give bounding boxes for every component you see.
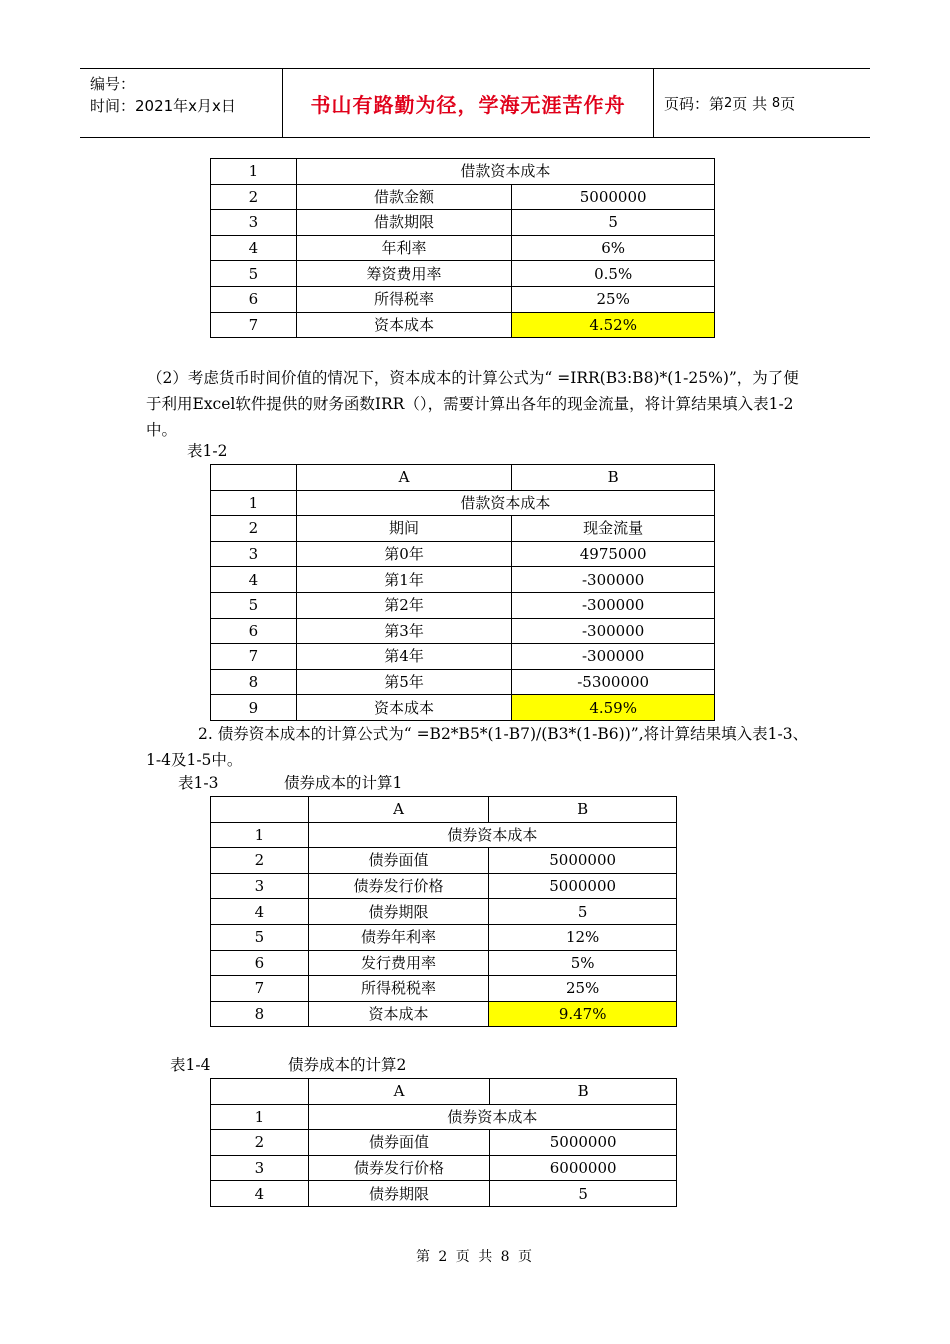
- row-number: 1: [211, 490, 297, 516]
- cell-a: 第3年: [296, 618, 512, 644]
- table-header-row: [211, 797, 677, 823]
- table-title: 债券资本成本: [308, 1104, 676, 1130]
- cell-a: 第0年: [296, 541, 512, 567]
- table-row: [211, 924, 677, 950]
- table-row: [211, 1155, 677, 1181]
- row-number: 2: [211, 1130, 309, 1156]
- cell-b: 5: [489, 899, 677, 925]
- cell-a: 债券期限: [308, 1181, 490, 1207]
- table-bond-cost-1: [210, 796, 677, 1027]
- row-number: 4: [211, 899, 309, 925]
- page-total: 8: [771, 95, 781, 111]
- table-row: [211, 159, 715, 185]
- table-row: [211, 950, 677, 976]
- cell-b: 5: [512, 210, 715, 236]
- row-number: 3: [211, 541, 297, 567]
- table-row: [211, 873, 677, 899]
- cell-b: 6%: [512, 235, 715, 261]
- cell-b: -300000: [512, 618, 715, 644]
- row-number: 3: [211, 210, 297, 236]
- highlighted-result: 4.59%: [512, 695, 715, 721]
- row-number: 3: [211, 873, 309, 899]
- table-row: [211, 1001, 677, 1027]
- table-row: [211, 286, 715, 312]
- row-number: 5: [211, 592, 297, 618]
- cell-b: 12%: [489, 924, 677, 950]
- table-title: 借款资本成本: [296, 490, 714, 516]
- corner-cell: [211, 1079, 309, 1105]
- row-number: 8: [211, 669, 297, 695]
- cell-b: 5000000: [512, 184, 715, 210]
- page-suffix: 页: [780, 94, 796, 113]
- page-prefix: 页码：第: [664, 94, 725, 113]
- cell-b: -5300000: [512, 669, 715, 695]
- table-row: [211, 567, 715, 593]
- table-header-row: [211, 465, 715, 491]
- cell-a: 借款期限: [296, 210, 512, 236]
- column-header-b: B: [490, 1079, 677, 1105]
- page-number: 2: [724, 95, 733, 111]
- cell-b: -300000: [512, 592, 715, 618]
- cell-b: 6000000: [490, 1155, 677, 1181]
- row-number: 8: [211, 1001, 309, 1027]
- corner-cell: [211, 465, 297, 491]
- row-number: 4: [211, 567, 297, 593]
- cell-a: 资本成本: [296, 695, 512, 721]
- number-label: 编号：: [90, 75, 136, 93]
- row-number: 5: [211, 261, 297, 287]
- cell-b: 25%: [489, 976, 677, 1002]
- cell-b: -300000: [512, 644, 715, 670]
- cell-b: 0.5%: [512, 261, 715, 287]
- table-row: [211, 1104, 677, 1130]
- row-number: 2: [211, 184, 297, 210]
- cell-b: 5%: [489, 950, 677, 976]
- column-header-b: B: [512, 465, 715, 491]
- row-number: 6: [211, 950, 309, 976]
- cell-a: 债券发行价格: [308, 1155, 490, 1181]
- cell-a: 债券面值: [308, 848, 489, 874]
- row-number: 1: [211, 1104, 309, 1130]
- cell-b: 现金流量: [512, 516, 715, 542]
- table-row: [211, 184, 715, 210]
- cell-a: 所得税税率: [308, 976, 489, 1002]
- row-number: 7: [211, 976, 309, 1002]
- column-header-a: A: [296, 465, 512, 491]
- cell-a: 第5年: [296, 669, 512, 695]
- cell-a: 第2年: [296, 592, 512, 618]
- row-number: 4: [211, 235, 297, 261]
- table-row: [211, 235, 715, 261]
- table-caption: 债券成本的计算1: [284, 774, 403, 792]
- header-meta: [80, 69, 282, 137]
- cell-a: 筹资费用率: [296, 261, 512, 287]
- highlighted-result: 4.52%: [512, 312, 715, 338]
- cell-a: 年利率: [296, 235, 512, 261]
- table-row: [211, 899, 677, 925]
- table-bond-cost-2: [210, 1078, 677, 1207]
- header-motto: 书山有路勤为径，学海无涯苦作舟: [282, 69, 654, 137]
- cell-a: 债券年利率: [308, 924, 489, 950]
- row-number: 4: [211, 1181, 309, 1207]
- cell-a: 借款金额: [296, 184, 512, 210]
- table-row: [211, 490, 715, 516]
- table-row: [211, 822, 677, 848]
- paragraph-bond-formula: 2. 债券资本成本的计算公式为“ =B2*B5*(1-B7)/(B3*(1-B6))”,将计算结果填入表1-3、1-4及1-5中。: [146, 725, 809, 769]
- paragraph-irr: （2）考虑货币时间价值的情况下，资本成本的计算公式为“ =IRR(B3:B8)*(1-25%)”，为了便于利用Excel软件提供的财务函数IRR（），需要计算出各年的现金流量，将计算结果填入表1-2中。: [146, 369, 799, 439]
- row-number: 5: [211, 924, 309, 950]
- table-loan-cost: [210, 158, 715, 338]
- table-row: [211, 848, 677, 874]
- row-number: 3: [211, 1155, 309, 1181]
- cell-a: 发行费用率: [308, 950, 489, 976]
- cell-b: 5000000: [489, 848, 677, 874]
- table-label: 表1-4: [170, 1056, 211, 1074]
- cell-b: 4975000: [512, 541, 715, 567]
- cell-b: 5000000: [489, 873, 677, 899]
- row-number: 1: [211, 822, 309, 848]
- cell-a: 债券发行价格: [308, 873, 489, 899]
- table-row: [211, 516, 715, 542]
- table-row: [211, 541, 715, 567]
- table-row: [211, 976, 677, 1002]
- table-loan-cashflow: [210, 464, 715, 721]
- page-footer: 第 2 页 共 8 页: [415, 1249, 535, 1265]
- row-number: 6: [211, 618, 297, 644]
- cell-a: 债券期限: [308, 899, 489, 925]
- cell-b: -300000: [512, 567, 715, 593]
- cell-a: 第4年: [296, 644, 512, 670]
- table-title: 借款资本成本: [296, 159, 714, 185]
- header-page-info: [654, 69, 870, 137]
- page-header: [80, 68, 870, 138]
- table-row: [211, 695, 715, 721]
- row-number: 7: [211, 644, 297, 670]
- row-number: 6: [211, 286, 297, 312]
- table-row: [211, 618, 715, 644]
- cell-a: 债券面值: [308, 1130, 490, 1156]
- row-number: 7: [211, 312, 297, 338]
- corner-cell: [211, 797, 309, 823]
- table-header-row: [211, 1079, 677, 1105]
- cell-b: 25%: [512, 286, 715, 312]
- cell-a: 第1年: [296, 567, 512, 593]
- table-row: [211, 592, 715, 618]
- table-caption: 债券成本的计算2: [288, 1056, 407, 1074]
- row-number: 2: [211, 516, 297, 542]
- cell-a: 资本成本: [308, 1001, 489, 1027]
- row-number: 1: [211, 159, 297, 185]
- table-row: [211, 669, 715, 695]
- cell-b: 5: [490, 1181, 677, 1207]
- table-row: [211, 644, 715, 670]
- table-row: [211, 312, 715, 338]
- column-header-b: B: [489, 797, 677, 823]
- cell-a: 期间: [296, 516, 512, 542]
- table-row: [211, 1130, 677, 1156]
- table-row: [211, 1181, 677, 1207]
- cell-b: 5000000: [490, 1130, 677, 1156]
- page-mid: 页 共: [732, 94, 768, 113]
- column-header-a: A: [308, 1079, 490, 1105]
- time-label: 时间：2021年x月x日: [90, 97, 236, 115]
- cell-a: 资本成本: [296, 312, 512, 338]
- highlighted-result: 9.47%: [489, 1001, 677, 1027]
- row-number: 2: [211, 848, 309, 874]
- table-label: 表1-2: [187, 442, 228, 460]
- table-row: [211, 261, 715, 287]
- table-title: 债券资本成本: [308, 822, 676, 848]
- table-row: [211, 210, 715, 236]
- cell-a: 所得税率: [296, 286, 512, 312]
- row-number: 9: [211, 695, 297, 721]
- column-header-a: A: [308, 797, 489, 823]
- table-label: 表1-3: [178, 774, 219, 792]
